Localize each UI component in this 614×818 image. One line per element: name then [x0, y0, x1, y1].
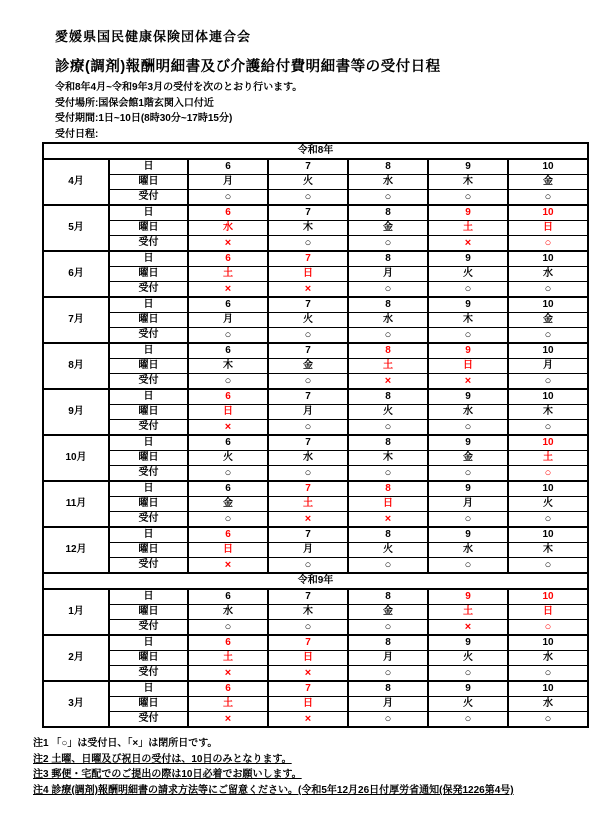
day-cell: 10	[508, 527, 588, 543]
day-cell: 8	[348, 159, 428, 175]
footnote: 注1 「○」は受付日、「×」は閉所日です。	[33, 738, 218, 749]
table-row	[43, 558, 588, 574]
day-cell: 9	[428, 435, 508, 451]
weekday-cell: 火	[348, 543, 428, 558]
status-cell: ○	[188, 374, 268, 390]
status-cell: ○	[268, 466, 348, 482]
table-row	[43, 420, 588, 436]
row-label: 曜日	[109, 221, 188, 236]
row-label: 受付	[109, 374, 188, 390]
day-cell: 8	[348, 481, 428, 497]
row-label: 曜日	[109, 543, 188, 558]
table-row	[43, 389, 588, 405]
day-cell: 10	[508, 205, 588, 221]
day-cell: 9	[428, 343, 508, 359]
row-label: 曜日	[109, 359, 188, 374]
weekday-cell: 日	[268, 651, 348, 666]
weekday-cell: 水	[188, 221, 268, 236]
status-cell: ○	[188, 620, 268, 636]
weekday-cell: 金	[428, 451, 508, 466]
organization-name: 愛媛県国民健康保険団体連合会	[55, 29, 252, 44]
page-title: 診療(調剤)報酬明細書及び介護給付費明細書等の受付日程	[55, 59, 441, 75]
table-row	[43, 543, 588, 558]
day-cell: 9	[428, 297, 508, 313]
day-cell: 7	[268, 343, 348, 359]
table-row	[43, 359, 588, 374]
status-cell: ○	[508, 420, 588, 436]
status-cell: ○	[348, 420, 428, 436]
month-label: 5月	[43, 205, 109, 251]
weekday-cell: 木	[268, 605, 348, 620]
status-cell: ○	[268, 328, 348, 344]
table-row	[43, 328, 588, 344]
day-cell: 8	[348, 527, 428, 543]
table-row	[43, 512, 588, 528]
weekday-cell: 月	[348, 267, 428, 282]
row-label: 曜日	[109, 451, 188, 466]
status-cell: ×	[268, 282, 348, 298]
footnote: 注2 土曜、日曜及び祝日の受付は、10日のみとなります。	[33, 753, 292, 765]
weekday-cell: 火	[188, 451, 268, 466]
day-cell: 8	[348, 297, 428, 313]
weekday-cell: 日	[268, 697, 348, 712]
status-cell: ×	[348, 374, 428, 390]
weekday-cell: 水	[348, 175, 428, 190]
table-row	[43, 712, 588, 728]
day-cell: 7	[268, 681, 348, 697]
row-label: 日	[109, 435, 188, 451]
weekday-cell: 水	[508, 651, 588, 666]
day-cell: 8	[348, 681, 428, 697]
day-cell: 7	[268, 251, 348, 267]
row-label: 曜日	[109, 605, 188, 620]
row-label: 日	[109, 527, 188, 543]
row-label: 曜日	[109, 651, 188, 666]
row-label: 受付	[109, 282, 188, 298]
weekday-cell: 金	[268, 359, 348, 374]
status-cell: ○	[508, 712, 588, 728]
table-row	[43, 635, 588, 651]
status-cell: ○	[188, 328, 268, 344]
status-cell: ○	[348, 466, 428, 482]
row-label: 受付	[109, 466, 188, 482]
row-label: 受付	[109, 236, 188, 252]
weekday-cell: 日	[508, 605, 588, 620]
status-cell: ○	[268, 190, 348, 206]
weekday-cell: 日	[188, 543, 268, 558]
table-row	[43, 497, 588, 512]
status-cell: ○	[268, 558, 348, 574]
status-cell: ○	[348, 282, 428, 298]
status-cell: ×	[428, 374, 508, 390]
day-cell: 10	[508, 343, 588, 359]
month-label: 3月	[43, 681, 109, 727]
place-line: 受付場所:国保会館1階玄関入口付近	[55, 97, 214, 109]
schedule-label: 受付日程:	[55, 128, 99, 140]
table-row	[43, 267, 588, 282]
status-cell: ×	[188, 236, 268, 252]
month-label: 4月	[43, 159, 109, 205]
status-cell: ○	[268, 420, 348, 436]
row-label: 受付	[109, 620, 188, 636]
table-row	[43, 405, 588, 420]
day-cell: 7	[268, 389, 348, 405]
day-cell: 6	[188, 635, 268, 651]
status-cell: ×	[188, 666, 268, 682]
weekday-cell: 火	[428, 267, 508, 282]
status-cell: ○	[188, 466, 268, 482]
day-cell: 8	[348, 251, 428, 267]
status-cell: ○	[428, 712, 508, 728]
month-label: 2月	[43, 635, 109, 681]
status-cell: ○	[188, 512, 268, 528]
weekday-cell: 月	[348, 651, 428, 666]
row-label: 日	[109, 635, 188, 651]
row-label: 曜日	[109, 697, 188, 712]
day-cell: 6	[188, 159, 268, 175]
row-label: 受付	[109, 420, 188, 436]
row-label: 受付	[109, 558, 188, 574]
weekday-cell: 金	[348, 221, 428, 236]
status-cell: ○	[268, 374, 348, 390]
month-label: 1月	[43, 589, 109, 635]
row-label: 日	[109, 297, 188, 313]
weekday-cell: 月	[188, 175, 268, 190]
day-cell: 8	[348, 635, 428, 651]
table-row	[43, 451, 588, 466]
table-row	[43, 297, 588, 313]
weekday-cell: 土	[268, 497, 348, 512]
weekday-cell: 土	[428, 605, 508, 620]
weekday-cell: 火	[268, 175, 348, 190]
status-cell: ×	[188, 282, 268, 298]
table-row	[43, 190, 588, 206]
day-cell: 9	[428, 205, 508, 221]
day-cell: 6	[188, 343, 268, 359]
day-cell: 6	[188, 589, 268, 605]
weekday-cell: 土	[428, 221, 508, 236]
weekday-cell: 木	[428, 313, 508, 328]
row-label: 曜日	[109, 405, 188, 420]
status-cell: ○	[428, 420, 508, 436]
row-label: 日	[109, 343, 188, 359]
weekday-cell: 月	[508, 359, 588, 374]
day-cell: 6	[188, 481, 268, 497]
status-cell: ○	[428, 466, 508, 482]
row-label: 日	[109, 481, 188, 497]
day-cell: 9	[428, 159, 508, 175]
table-row	[43, 681, 588, 697]
day-cell: 7	[268, 589, 348, 605]
weekday-cell: 土	[188, 651, 268, 666]
table-row	[43, 605, 588, 620]
day-cell: 10	[508, 481, 588, 497]
status-cell: ○	[348, 558, 428, 574]
weekday-cell: 日	[268, 267, 348, 282]
weekday-cell: 木	[268, 221, 348, 236]
status-cell: ○	[508, 374, 588, 390]
weekday-cell: 水	[268, 451, 348, 466]
table-row	[43, 374, 588, 390]
day-cell: 6	[188, 435, 268, 451]
row-label: 日	[109, 681, 188, 697]
table-row	[43, 205, 588, 221]
day-cell: 7	[268, 205, 348, 221]
weekday-cell: 月	[428, 497, 508, 512]
day-cell: 10	[508, 435, 588, 451]
table-row	[43, 466, 588, 482]
weekday-cell: 木	[508, 543, 588, 558]
status-cell: ○	[348, 190, 428, 206]
status-cell: ○	[188, 190, 268, 206]
weekday-cell: 水	[508, 697, 588, 712]
status-cell: ○	[348, 666, 428, 682]
status-cell: ○	[268, 620, 348, 636]
row-label: 日	[109, 589, 188, 605]
footnote: 注3 郵便・宅配でのご提出の際は10日必着でお願いします。	[33, 769, 302, 781]
table-row	[43, 435, 588, 451]
status-cell: ○	[428, 190, 508, 206]
status-cell: ×	[268, 512, 348, 528]
status-cell: ×	[268, 666, 348, 682]
table-row	[43, 666, 588, 682]
row-label: 受付	[109, 666, 188, 682]
status-cell: ○	[428, 282, 508, 298]
row-label: 受付	[109, 328, 188, 344]
weekday-cell: 金	[508, 175, 588, 190]
month-label: 9月	[43, 389, 109, 435]
day-cell: 9	[428, 481, 508, 497]
status-cell: ×	[428, 236, 508, 252]
weekday-cell: 土	[188, 697, 268, 712]
weekday-cell: 木	[188, 359, 268, 374]
status-cell: ○	[508, 328, 588, 344]
table-row	[43, 343, 588, 359]
table-row	[43, 159, 588, 175]
day-cell: 8	[348, 589, 428, 605]
day-cell: 10	[508, 251, 588, 267]
weekday-cell: 火	[348, 405, 428, 420]
year-header: 令和9年	[43, 573, 588, 589]
weekday-cell: 金	[508, 313, 588, 328]
weekday-cell: 水	[428, 543, 508, 558]
row-label: 日	[109, 159, 188, 175]
day-cell: 8	[348, 389, 428, 405]
day-cell: 8	[348, 343, 428, 359]
year-header: 令和8年	[43, 143, 588, 159]
status-cell: ○	[508, 466, 588, 482]
month-label: 12月	[43, 527, 109, 573]
intro-line: 令和8年4月~令和9年3月の受付を次のとおり行います。	[55, 82, 303, 93]
row-label: 曜日	[109, 497, 188, 512]
weekday-cell: 日	[188, 405, 268, 420]
day-cell: 10	[508, 389, 588, 405]
table-row	[43, 236, 588, 252]
footnote: 注4 診療(調剤)報酬明細書の請求方法等にご留意ください。(令和5年12月26日付厚労省通知(保発1226第4号)	[33, 785, 514, 797]
status-cell: ○	[508, 190, 588, 206]
table-row	[43, 313, 588, 328]
weekday-cell: 木	[348, 451, 428, 466]
status-cell: ×	[188, 712, 268, 728]
weekday-cell: 金	[188, 497, 268, 512]
table-row	[43, 251, 588, 267]
row-label: 日	[109, 389, 188, 405]
month-label: 8月	[43, 343, 109, 389]
weekday-cell: 火	[428, 651, 508, 666]
day-cell: 7	[268, 527, 348, 543]
day-cell: 10	[508, 297, 588, 313]
status-cell: ○	[508, 236, 588, 252]
table-row	[43, 481, 588, 497]
day-cell: 7	[268, 159, 348, 175]
period-line: 受付期間:1日~10日(8時30分~17時15分)	[55, 113, 233, 124]
month-label: 6月	[43, 251, 109, 297]
weekday-cell: 木	[428, 175, 508, 190]
day-cell: 6	[188, 251, 268, 267]
status-cell: ○	[428, 558, 508, 574]
weekday-cell: 土	[188, 267, 268, 282]
weekday-cell: 土	[508, 451, 588, 466]
row-label: 曜日	[109, 175, 188, 190]
weekday-cell: 日	[348, 497, 428, 512]
status-cell: ×	[268, 712, 348, 728]
header-meta	[55, 80, 302, 142]
year-row	[43, 143, 588, 159]
weekday-cell: 月	[188, 313, 268, 328]
weekday-cell: 水	[188, 605, 268, 620]
status-cell: ○	[268, 236, 348, 252]
day-cell: 9	[428, 681, 508, 697]
row-label: 曜日	[109, 267, 188, 282]
table-row	[43, 221, 588, 236]
weekday-cell: 水	[348, 313, 428, 328]
status-cell: ×	[188, 420, 268, 436]
status-cell: ○	[428, 512, 508, 528]
row-label: 受付	[109, 712, 188, 728]
status-cell: ×	[348, 512, 428, 528]
table-row	[43, 651, 588, 666]
status-cell: ○	[348, 620, 428, 636]
weekday-cell: 水	[508, 267, 588, 282]
day-cell: 9	[428, 251, 508, 267]
table-row	[43, 697, 588, 712]
day-cell: 10	[508, 589, 588, 605]
weekday-cell: 金	[348, 605, 428, 620]
status-cell: ○	[348, 712, 428, 728]
table-row	[43, 620, 588, 636]
day-cell: 9	[428, 389, 508, 405]
status-cell: ○	[508, 558, 588, 574]
day-cell: 6	[188, 297, 268, 313]
schedule-table-container	[42, 142, 589, 728]
footnotes	[33, 736, 514, 799]
weekday-cell: 水	[428, 405, 508, 420]
month-label: 10月	[43, 435, 109, 481]
status-cell: ○	[428, 328, 508, 344]
day-cell: 10	[508, 635, 588, 651]
row-label: 日	[109, 205, 188, 221]
year-row	[43, 573, 588, 589]
status-cell: ○	[508, 282, 588, 298]
day-cell: 8	[348, 205, 428, 221]
status-cell: ×	[188, 558, 268, 574]
table-row	[43, 589, 588, 605]
schedule-table	[42, 142, 589, 728]
schedule-tbody	[43, 143, 588, 727]
status-cell: ○	[508, 512, 588, 528]
weekday-cell: 月	[268, 405, 348, 420]
weekday-cell: 月	[268, 543, 348, 558]
month-label: 7月	[43, 297, 109, 343]
status-cell: ×	[428, 620, 508, 636]
weekday-cell: 土	[348, 359, 428, 374]
row-label: 曜日	[109, 313, 188, 328]
weekday-cell: 火	[268, 313, 348, 328]
weekday-cell: 木	[508, 405, 588, 420]
status-cell: ○	[508, 620, 588, 636]
weekday-cell: 火	[428, 697, 508, 712]
day-cell: 6	[188, 681, 268, 697]
table-row	[43, 282, 588, 298]
status-cell: ○	[508, 666, 588, 682]
day-cell: 9	[428, 635, 508, 651]
day-cell: 7	[268, 635, 348, 651]
day-cell: 10	[508, 681, 588, 697]
weekday-cell: 日	[428, 359, 508, 374]
day-cell: 7	[268, 297, 348, 313]
day-cell: 9	[428, 589, 508, 605]
day-cell: 8	[348, 435, 428, 451]
row-label: 日	[109, 251, 188, 267]
status-cell: ○	[428, 666, 508, 682]
status-cell: ○	[348, 328, 428, 344]
status-cell: ○	[348, 236, 428, 252]
day-cell: 6	[188, 205, 268, 221]
row-label: 受付	[109, 190, 188, 206]
row-label: 受付	[109, 512, 188, 528]
weekday-cell: 日	[508, 221, 588, 236]
day-cell: 7	[268, 481, 348, 497]
weekday-cell: 月	[348, 697, 428, 712]
month-label: 11月	[43, 481, 109, 527]
table-row	[43, 175, 588, 190]
weekday-cell: 火	[508, 497, 588, 512]
day-cell: 6	[188, 527, 268, 543]
day-cell: 7	[268, 435, 348, 451]
day-cell: 9	[428, 527, 508, 543]
day-cell: 6	[188, 389, 268, 405]
day-cell: 10	[508, 159, 588, 175]
table-row	[43, 527, 588, 543]
